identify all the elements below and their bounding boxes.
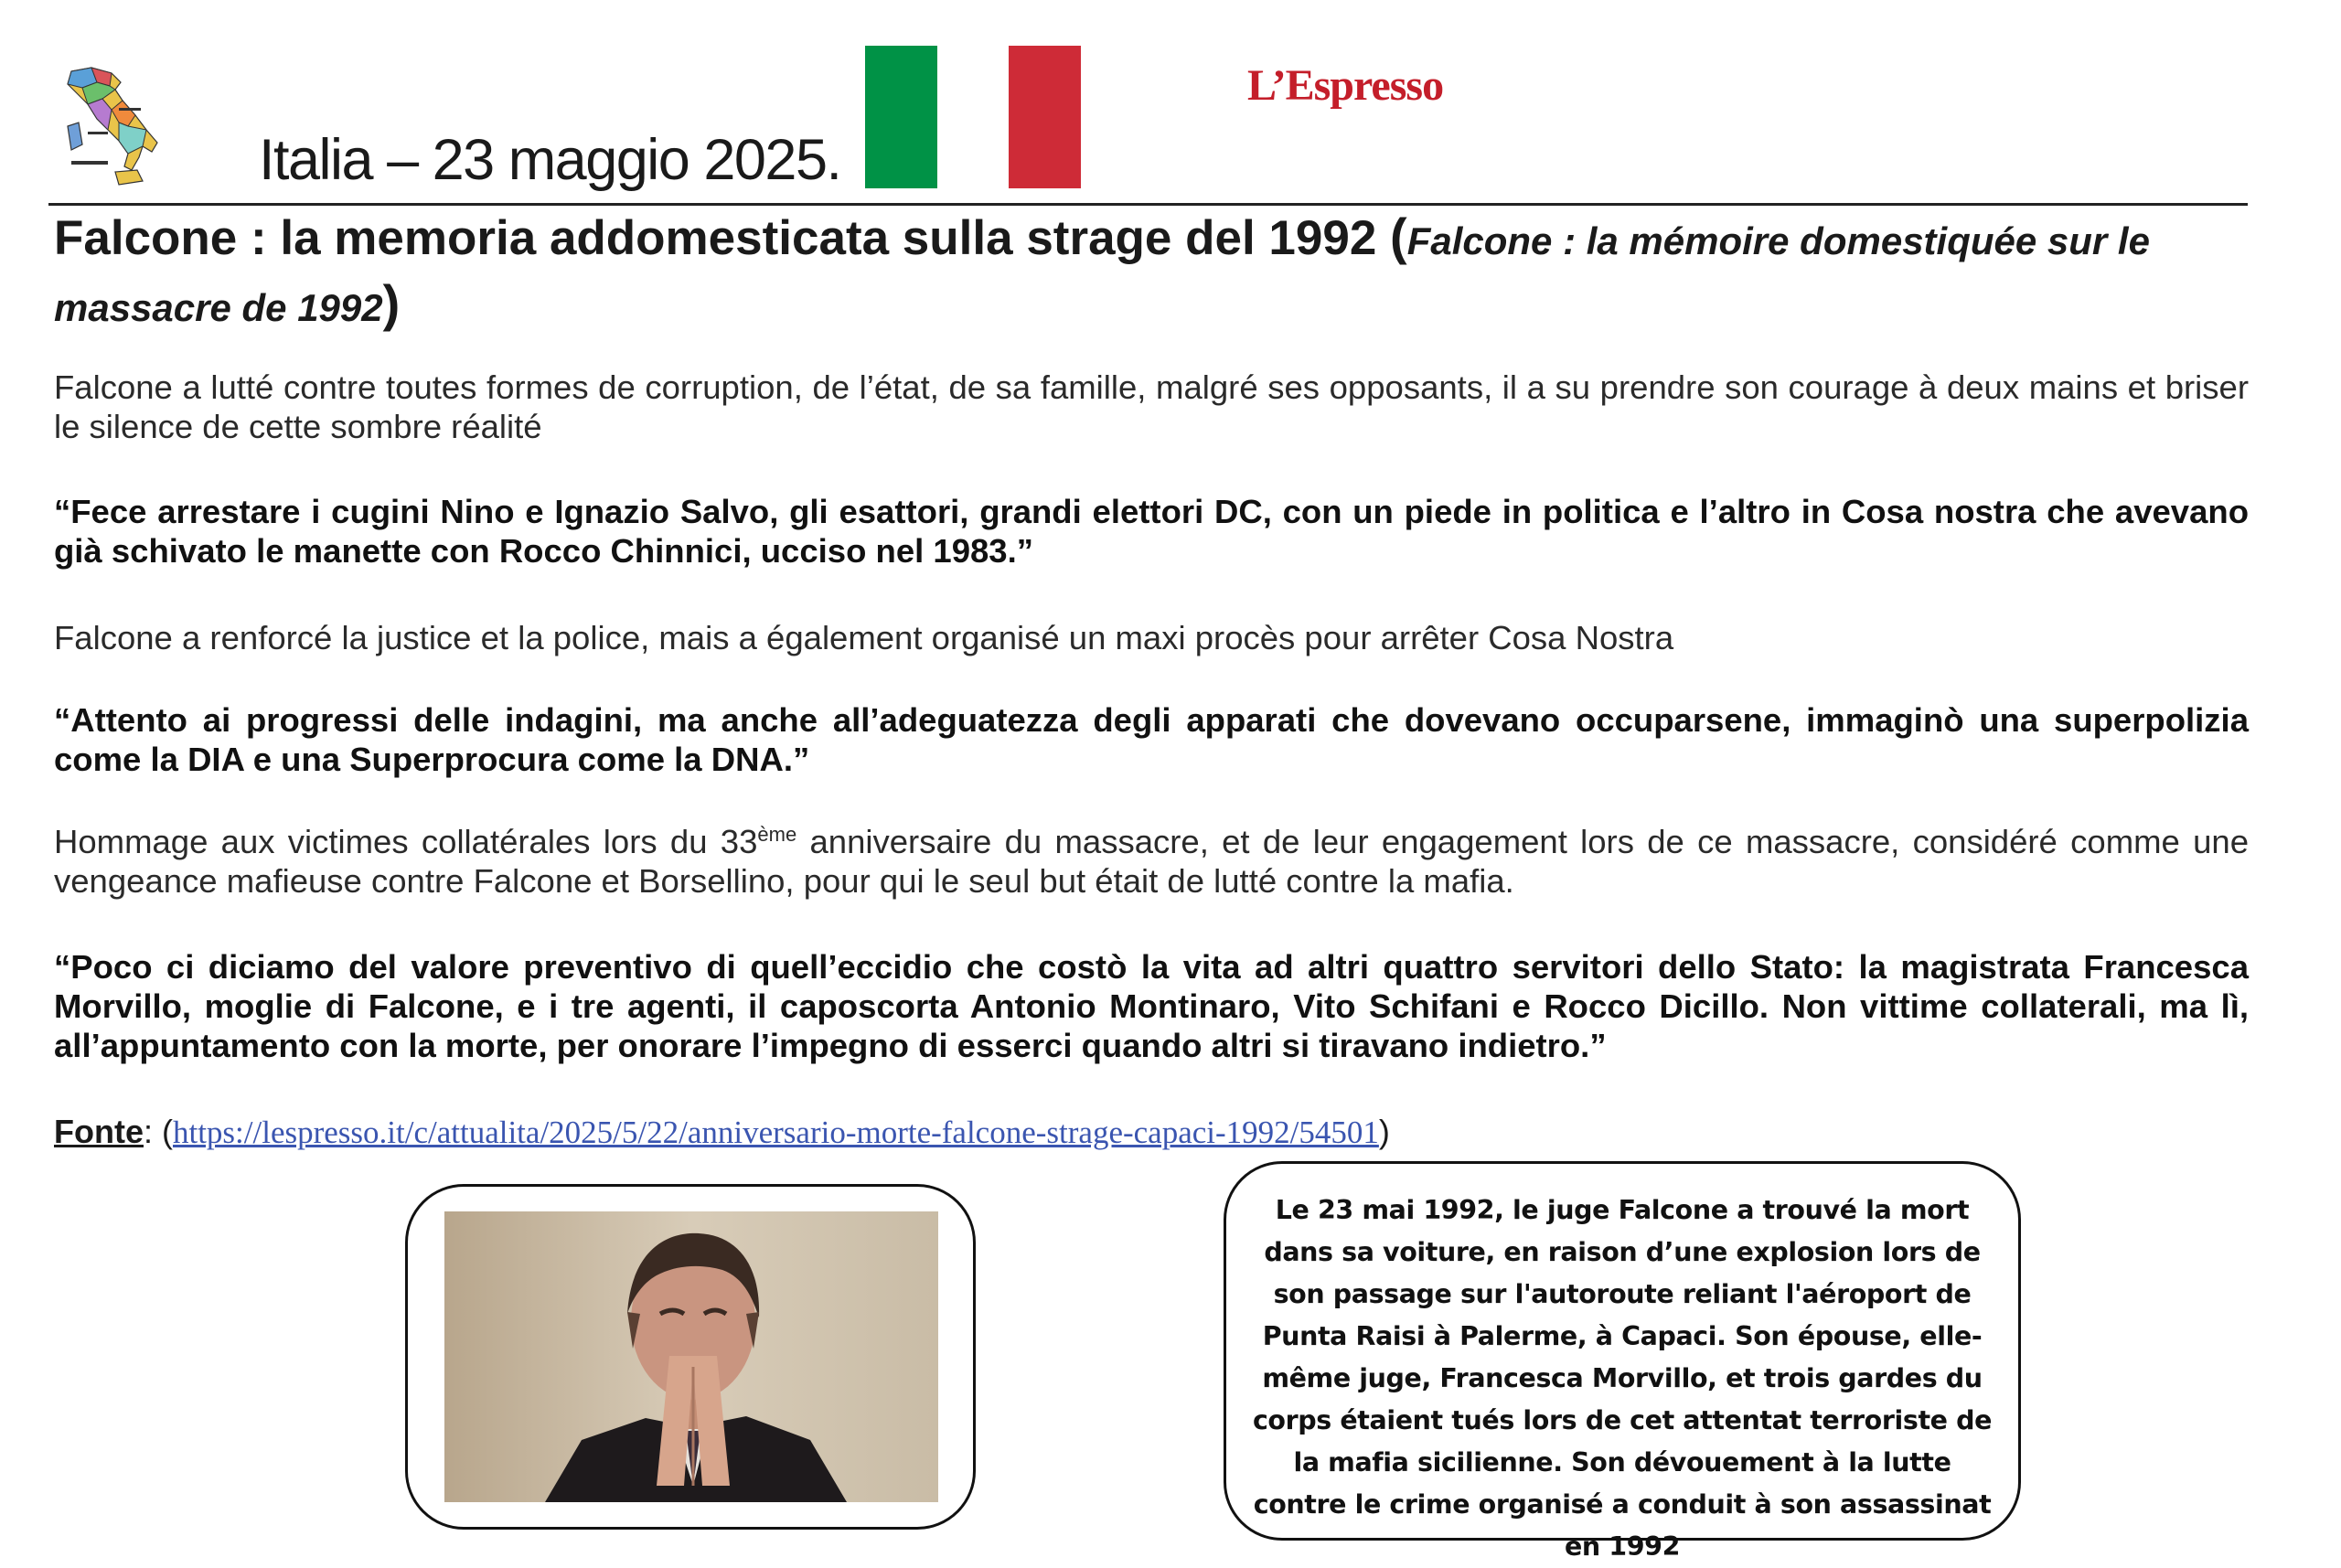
title-main: Falcone : la memoria addomesticata sulla strage del 1992 <box>54 211 1391 265</box>
italian-flag <box>865 46 1081 188</box>
flag-stripe-green <box>865 46 937 188</box>
source-link[interactable]: https://lespresso.it/c/attualita/2025/5/22/anniversario-morte-falcone-strage-capaci-1992/54501 <box>172 1115 1379 1150</box>
date-line: Italia – 23 maggio 2025. <box>259 128 841 192</box>
paragraph-hommage <box>54 822 2249 901</box>
source-separator: : ( <box>143 1113 173 1150</box>
source-close: ) <box>1378 1113 1390 1150</box>
caption-text: Le 23 mai 1992, le juge Falcone a trouvé la mort dans sa voiture, en raison d’une explosion lors de son passage sur l'autoroute reliant l'aéroport de Punta Raisi à Palerme, à Capaci. Son épouse, elle-même juge, Francesca Morvillo, et trois gardes du corps étaient tués lors de cet attentat terroriste de la mafia sicilienne. Son dévouement à la lutte contre le crime organisé a conduit à son assassinat en 1992 <box>1252 1195 1993 1562</box>
falcone-portrait <box>444 1211 938 1502</box>
article-title <box>54 206 2254 339</box>
paragraph-intro: Falcone a lutté contre toutes formes de corruption, de l’état, de sa famille, malgré ses opposants, il a su prendre son courage à deux mains et briser le silence de cette sombre réalité <box>54 368 2249 445</box>
italy-map-icon <box>55 62 165 190</box>
flag-stripe-white <box>937 46 1010 188</box>
hommage-superscript: ème <box>757 822 797 846</box>
portrait-illustration <box>444 1211 938 1502</box>
title-close-paren: ) <box>382 274 401 332</box>
source-label: Fonte <box>54 1113 144 1150</box>
quote-eccidio: “Poco ci diciamo del valore preventivo di quell’eccidio che costò la vita ad altri quattro servitori dello Stato: la magistrata Francesca Morvillo, moglie di Falcone, e i tre agenti, il caposcorta Antonio Montinaro, Vito Schifani e Rocco Dicillo. Non vittime collaterali, ma lì, all’appuntamento con la morte, per onorare l’impegno di esserci quando altri si tiravano indietro.” <box>54 948 2249 1064</box>
source-line <box>54 1112 1390 1153</box>
paragraph-justice: Falcone a renforcé la justice et la police, mais a également organisé un maxi procès pour arrêter Cosa Nostra <box>54 619 1674 656</box>
quote-superpolizia: “Attento ai progressi delle indagini, ma anche all’adeguatezza degli apparati che dovevano occuparsene, immaginò una superpolizia come la DIA e una Superprocura come la DNA.” <box>54 701 2249 778</box>
title-translation: Falcone : la mémoire domestiquée sur le massacre de 1992 <box>54 219 2150 329</box>
hommage-text-a: Hommage aux victimes collatérales lors du 33 <box>54 823 758 860</box>
title-open-paren: ( <box>1390 208 1407 265</box>
flag-stripe-red <box>1009 46 1081 188</box>
brand-logo: L’Espresso <box>1247 61 1444 110</box>
hommage-text-b: anniversaire du massacre, et de leur engagement lors de ce massacre, considéré comme une vengeance mafieuse contre Falcone et Borsellino, pour qui le seul but était de lutté contre la mafia. <box>54 823 2249 900</box>
quote-salvo: “Fece arrestare i cugini Nino e Ignazio Salvo, gli esattori, grandi elettori DC, con un piede in politica e l’altro in Cosa nostra che avevano già schivato le manette con Rocco Chinnici, ucciso nel 1983.” <box>54 493 2249 570</box>
